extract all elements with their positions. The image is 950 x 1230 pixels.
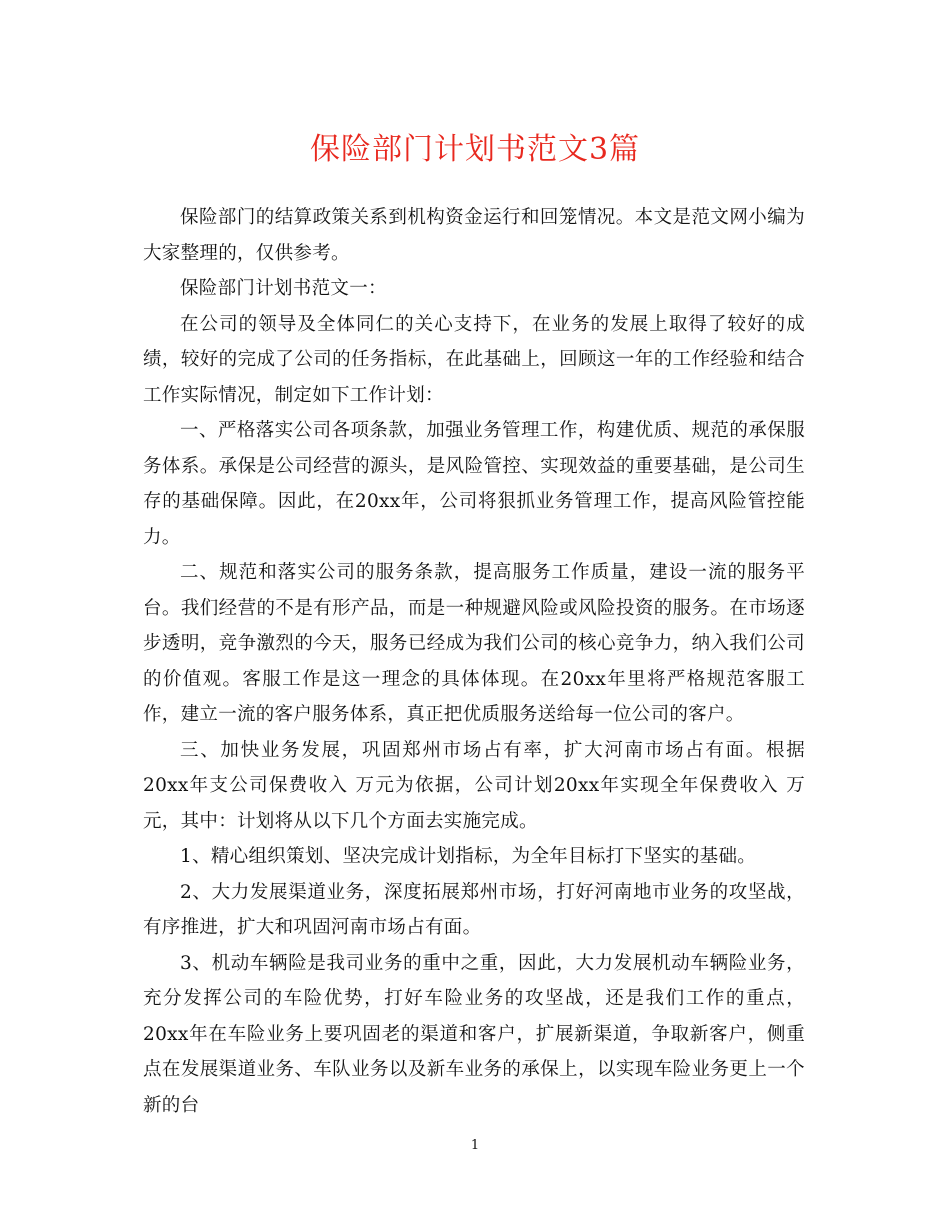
sample-heading: 保险部门计划书范文一： — [180, 278, 387, 299]
section-one-paragraph: 一、严格落实公司各项条款，加强业务管理工作，构建优质、规范的承保服务体系。承保是公司经营的源头，是风险管控、实现效益的重要基础，是公司生存的基础保障。因此，在20xx年，公司将狠抓业务管理工作，提高风险管控能力。 — [143, 420, 805, 548]
list-item-2: 2、大力发展渠道业务，深度拓展郑州市场，打好河南地市业务的攻坚战，有序推进，扩大和巩固河南市场占有面。 — [143, 881, 805, 938]
page-number: 1 — [470, 1138, 480, 1153]
document-body — [143, 200, 805, 1123]
document-title: 保险部门计划书范文3篇 — [309, 132, 641, 167]
section-two-paragraph: 二、规范和落实公司的服务条款，提高服务工作质量，建设一流的服务平台。我们经营的不是有形产品，而是一种规避风险或风险投资的服务。在市场逐步透明，竞争激烈的今天，服务已经成为我们公司的核心竞争力，纳入我们公司的价值观。客服工作是这一理念的具体体现。在20xx年里将严格规范客服工作，建立一流的客户服务体系，真正把优质服务送给每一位公司的客户。 — [143, 562, 805, 725]
intro-paragraph: 保险部门的结算政策关系到机构资金运行和回笼情况。本文是范文网小编为大家整理的，仅供参考。 — [143, 207, 805, 264]
list-item-1: 1、精心组织策划、坚决完成计划指标，为全年目标打下坚实的基础。 — [180, 846, 757, 867]
section-three-paragraph: 三、加快业务发展，巩固郑州市场占有率，扩大河南市场占有面。根据20xx年支公司保费收入 万元为依据，公司计划20xx年实现全年保费收入 万元，其中：计划将从以下几个方面去实施完成。 — [143, 739, 805, 832]
list-item-3: 3、机动车辆险是我司业务的重中之重，因此，大力发展机动车辆险业务，充分发挥公司的车险优势，打好车险业务的攻坚战，还是我们工作的重点，20xx年在车险业务上要巩固老的渠道和客户，扩展新渠道，争取新客户，侧重点在发展渠道业务、车队业务以及新车业务的承保上，以实现车险业务更上一个新的台 — [143, 952, 805, 1116]
body-paragraph: 在公司的领导及全体同仁的关心支持下，在业务的发展上取得了较好的成绩，较好的完成了公司的任务指标，在此基础上，回顾这一年的工作经验和结合工作实际情况，制定如下工作计划： — [143, 313, 805, 406]
